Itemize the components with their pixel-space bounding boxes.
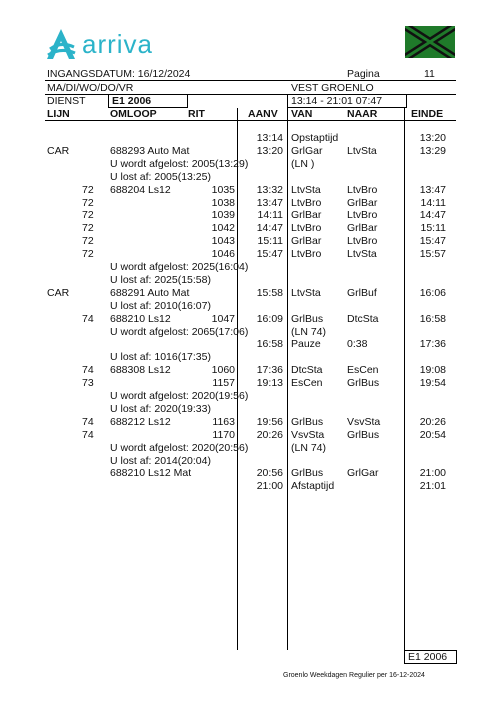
cell-naar: VsvSta (347, 415, 381, 428)
col-van: VAN (291, 108, 313, 120)
cell-van: GrlBar (291, 209, 322, 222)
cell-einde: 13:29 (419, 144, 446, 157)
cell-aanv: 15:11 (257, 235, 283, 248)
cell-einde: 21:00 (419, 467, 446, 480)
cell-omloop: U wordt afgelost: 2020(19:56) (110, 390, 249, 402)
divider-einde (404, 108, 405, 650)
col-rit: RIT (188, 108, 205, 120)
footer-text: Groenlo Weekdagen Regulier per 16-12-2024 (283, 672, 425, 679)
cell-rit: 1170 (212, 428, 235, 441)
cell-rit: 1060 (211, 364, 235, 377)
col-lijn: LIJN (47, 108, 70, 120)
cell-einde: 20:54 (419, 428, 446, 441)
cell-rit: 1038 (211, 196, 235, 209)
cell-omloop: 688308 Ls12 (110, 364, 171, 377)
cell-aanv: 16:09 (256, 312, 283, 325)
col-einde: EINDE (411, 108, 444, 120)
cell-einde: 20:26 (419, 415, 446, 428)
cell-omloop: U lost af: 2010(16:07) (110, 299, 211, 312)
cell-aanv: 13:47 (256, 196, 283, 209)
cell-aanv: 20:26 (256, 428, 283, 441)
col-naar: NAAR (347, 108, 378, 120)
cell-omloop: 688210 Ls12 (110, 312, 171, 325)
cell-naar: GrlBus (347, 377, 380, 390)
cell-aanv: 17:36 (256, 364, 283, 377)
cell-einde: 16:06 (419, 286, 446, 299)
footer-dienst: E1 2006 (404, 650, 457, 664)
cell-einde: 14:11 (420, 196, 446, 209)
arriva-logo (44, 26, 153, 62)
cell-naar: GrlBar (347, 196, 378, 209)
cell-van: Pauze (291, 338, 321, 351)
cell-van: (LN 74) (291, 441, 327, 454)
cell-rit: 1157 (212, 377, 235, 390)
cell-omloop: U lost af: 2020(19:33) (110, 402, 211, 415)
cell-omloop: U lost af: 2005(13:25) (110, 170, 211, 183)
groenlo-flag-icon (405, 26, 455, 58)
cell-lijn: 72 (82, 209, 94, 222)
cell-van: GrlBus (291, 467, 324, 480)
cell-van: (LN ) (291, 157, 315, 170)
cell-einde: 17:36 (419, 338, 446, 351)
days-of-week: MA/DI/WO/DO/VR (47, 82, 134, 94)
cell-einde: 15:47 (419, 235, 446, 248)
cell-aanv: 19:13 (256, 377, 283, 390)
cell-omloop: U lost af: 1016(17:35) (110, 351, 211, 364)
cell-van: (LN 74) (291, 325, 327, 338)
cell-omloop: 688204 Ls12 (110, 183, 171, 196)
cell-naar: 0:38 (347, 338, 368, 351)
cell-naar: LtvBro (347, 235, 378, 248)
cell-van: Opstaptijd (291, 132, 339, 144)
cell-van: LtvBro (291, 222, 322, 235)
cell-omloop: 688291 Auto Mat (110, 286, 190, 299)
cell-omloop: U lost af: 2014(20:04) (110, 454, 211, 467)
cell-rit: 1043 (211, 235, 235, 248)
cell-lijn: 72 (82, 222, 94, 235)
cell-aanv: 13:20 (256, 144, 283, 157)
col-aanv: AANV (248, 108, 278, 120)
cell-lijn: 74 (82, 312, 94, 325)
dienst-value: E1 2006 (108, 94, 188, 108)
cell-aanv: 15:58 (256, 286, 283, 299)
cell-naar: GrlBus (347, 428, 380, 441)
cell-einde: 14:47 (419, 209, 446, 222)
pagina-value: 11 (424, 68, 435, 80)
location: VEST GROENLO (291, 82, 374, 94)
cell-van: LtvBro (291, 248, 322, 261)
ingangsdatum: INGANGSDATUM: 16/12/2024 (47, 68, 191, 80)
divider-aanv (237, 108, 238, 650)
cell-lijn: CAR (47, 144, 70, 157)
cell-rit: 1046 (211, 248, 235, 261)
cell-lijn: 74 (82, 428, 94, 441)
cell-omloop: U wordt afgelost: 2025(16:04) (110, 261, 249, 273)
cell-naar: GrlBuf (347, 286, 377, 299)
cell-lijn: 72 (82, 196, 94, 209)
cell-naar: GrlBar (347, 222, 378, 235)
cell-aanv: 14:11 (257, 209, 283, 222)
brand-name: arriva (82, 28, 154, 59)
col-omloop: OMLOOP (110, 108, 157, 120)
cell-rit: 1042 (211, 222, 235, 235)
cell-rit: 1035 (211, 183, 235, 196)
cell-van: LtvSta (291, 183, 321, 196)
cell-naar: LtvSta (347, 144, 377, 157)
cell-omloop: U lost af: 2025(15:58) (110, 273, 211, 286)
cell-aanv: 14:47 (256, 222, 283, 235)
cell-aanv: 15:47 (256, 248, 283, 261)
cell-lijn: 72 (82, 235, 94, 248)
divider-van (287, 108, 288, 650)
cell-omloop: U wordt afgelost: 2020(20:56) (110, 441, 249, 454)
cell-aanv: 21:00 (256, 480, 283, 493)
cell-naar: LtvBro (347, 183, 378, 196)
cell-van: VsvSta (291, 428, 325, 441)
cell-aanv: 16:58 (256, 338, 283, 351)
cell-einde: 16:58 (419, 312, 446, 325)
cell-einde: 21:01 (419, 480, 446, 493)
cell-aanv: 19:56 (256, 415, 283, 428)
cell-van: EsCen (291, 377, 323, 390)
cell-lijn: 74 (82, 364, 94, 377)
pagina-label: Pagina (347, 68, 380, 80)
cell-rit: 1047 (211, 312, 235, 325)
cell-einde: 13:47 (419, 183, 446, 196)
cell-omloop: U wordt afgelost: 2005(13:29) (110, 157, 249, 170)
cell-einde: 15:11 (420, 222, 446, 235)
dienst-label: DIENST (47, 95, 86, 107)
cell-naar: LtvSta (347, 248, 377, 261)
time-range: 13:14 - 21:01 07:47 (287, 94, 407, 108)
cell-lijn: 73 (82, 377, 94, 390)
cell-aanv: 13:32 (256, 183, 283, 196)
cell-lijn: CAR (47, 286, 70, 299)
cell-aanv: 20:56 (256, 467, 283, 480)
cell-lijn: 72 (82, 183, 94, 196)
cell-einde: 19:08 (419, 364, 446, 377)
cell-van: Afstaptijd (291, 480, 335, 493)
cell-omloop: 688210 Ls12 Mat (110, 467, 192, 480)
cell-omloop: U wordt afgelost: 2065(17:06) (110, 325, 249, 338)
cell-einde: 19:54 (419, 377, 446, 390)
cell-van: GrlGar (291, 144, 323, 157)
cell-rit: 1039 (211, 209, 235, 222)
cell-naar: GrlGar (347, 467, 379, 480)
cell-lijn: 72 (82, 248, 94, 261)
cell-naar: LtvBro (347, 209, 378, 222)
header-rule-1 (45, 80, 456, 81)
arriva-logo-icon (44, 27, 78, 61)
cell-van: LtvBro (291, 196, 322, 209)
cell-van: DtcSta (291, 364, 323, 377)
cell-einde: 15:57 (419, 248, 446, 261)
cell-van: GrlBar (291, 235, 322, 248)
cell-naar: DtcSta (347, 312, 379, 325)
header-rule-3 (45, 120, 456, 121)
cell-omloop: 688293 Auto Mat (110, 144, 190, 157)
cell-rit: 1163 (212, 415, 235, 428)
cell-naar: EsCen (347, 364, 379, 377)
cell-lijn: 74 (82, 415, 94, 428)
cell-aanv: 13:14 (256, 132, 283, 144)
cell-einde: 13:20 (419, 132, 446, 144)
cell-van: GrlBus (291, 312, 324, 325)
cell-van: GrlBus (291, 415, 324, 428)
cell-omloop: 688212 Ls12 (110, 415, 171, 428)
cell-van: LtvSta (291, 286, 321, 299)
